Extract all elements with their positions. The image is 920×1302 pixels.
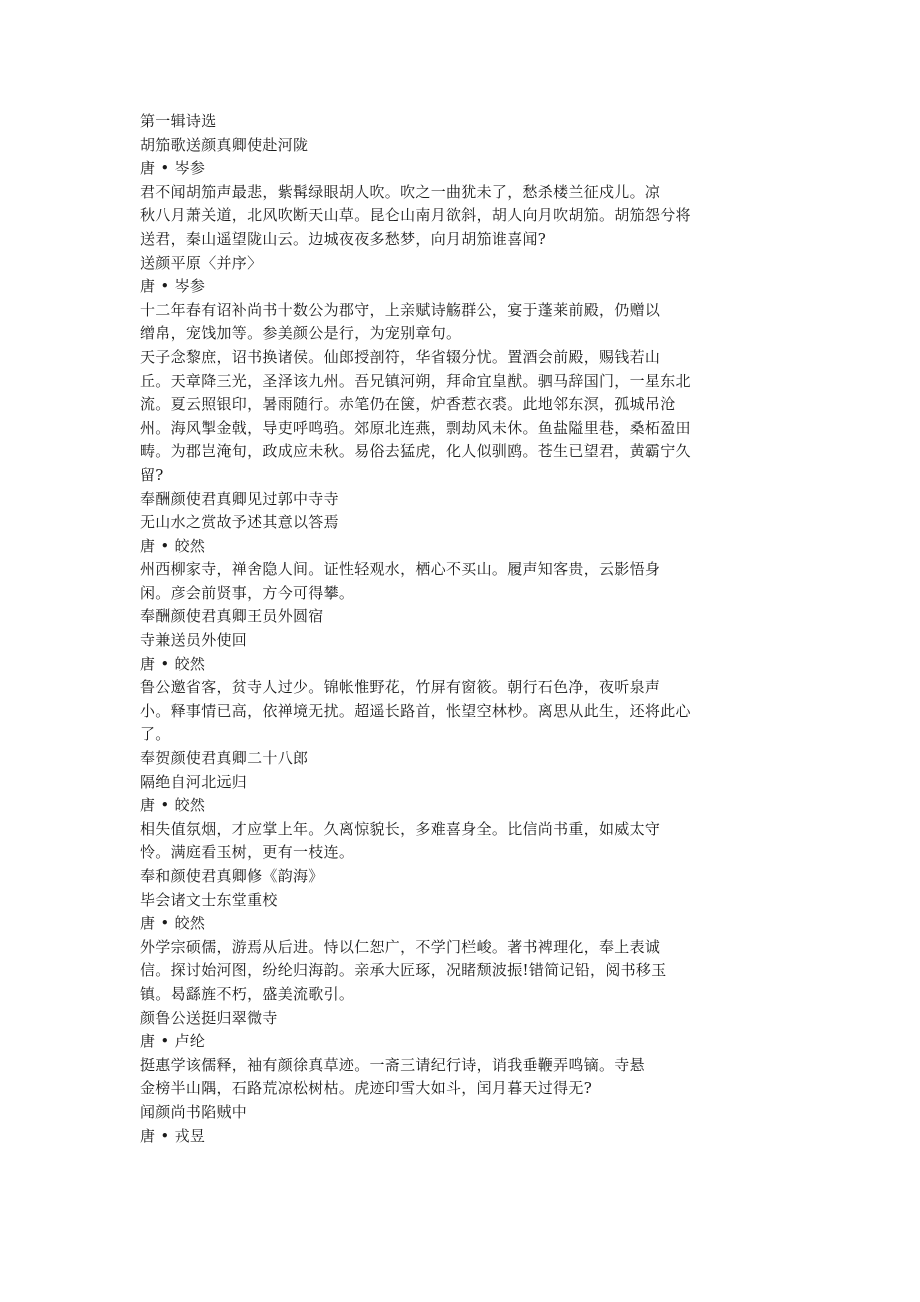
poem-author: 唐 • 皎然 (140, 536, 206, 555)
poem-author: 唐 • 皎然 (140, 654, 206, 673)
poem-author: 唐 • 皎然 (140, 914, 206, 933)
poem-author: 唐 • 卢纶 (140, 1032, 206, 1051)
section-heading: 第一辑诗选 (140, 112, 217, 130)
poem-title: 闻颜尚书陷贼中 (140, 1102, 248, 1121)
poem-text-line: 丘。天章降三光，圣泽该九州。吾兄镇河朔，拜命宜皇猷。驷马辞国门，一星东北 (140, 371, 691, 390)
poem-text-line: 流。夏云照银印，暑雨随行。赤笔仍在箧，炉香惹衣裘。此地邻东溟，孤城吊沧 (140, 395, 676, 414)
poem-text-line: 信。探讨始河图，纷纶归海韵。亲承大匠琢，况睹颓波振!错简记铅，阅书移玉 (140, 961, 667, 980)
poem-title: 毕会诸文士东堂重校 (140, 890, 278, 909)
poem-author: 唐 • 皎然 (140, 796, 206, 815)
poem-text-line: 相失值氛烟，才应掌上年。久离惊貌长，多难喜身全。比信尚书重，如威太守 (140, 819, 661, 838)
poem-title: 颜鲁公送挺归翠微寺 (140, 1008, 278, 1027)
poem-title: 奉酬颜使君真卿王员外圆宿 (140, 607, 324, 626)
poem-text-line: 州。海风掣金戟，导吏呼鸣驺。郊原北连燕，剽劫风未休。鱼盐隘里巷，桑柘盈田 (140, 418, 691, 437)
poem-text-line: 金榜半山隅，石路荒凉松树枯。虎迹印雪大如斗，闰月暮天过得无? (140, 1079, 593, 1098)
poem-text-line: 秋八月萧关道，北风吹断天山草。昆仑山南月欲斜，胡人向月吹胡笳。胡笳怨兮将 (140, 206, 691, 225)
poem-title: 奉和颜使君真卿修《韵海》 (140, 867, 324, 885)
poem-preface-line: 十二年春有诏补尚书十数公为郡守，上亲赋诗觞群公，宴于蓬莱前殿，仍赠以 (140, 300, 661, 319)
poem-text-line: 小。释事情已高，依禅境无扰。超遥长路首，怅望空林杪。离思从此生，还将此心 (140, 701, 691, 720)
poem-title: 胡笳歌送颜真卿使赴河陇 (140, 135, 309, 154)
poem-title: 奉贺颜使君真卿二十八郎 (140, 749, 309, 768)
poem-author: 唐 • 戎昱 (140, 1126, 206, 1145)
poem-text-line: 鲁公邀省客，贫寺人过少。锦帐惟野花，竹屏有窗筱。朝行石色净，夜听泉声 (140, 678, 661, 697)
poem-text-line: 挺惠学该儒释，袖有颜徐真草迹。一斋三请纪行诗，诮我垂鞭弄鸣镝。寺悬 (140, 1055, 645, 1074)
poem-author: 唐 • 岑参 (140, 159, 206, 178)
poem-text-line: 了。 (140, 725, 171, 744)
poem-text-line: 外学宗硕儒，游焉从后进。恃以仁恕广，不学门栏峻。著书裨理化，奉上表诚 (140, 937, 661, 956)
poem-text-line: 送君，秦山遥望陇山云。边城夜夜多愁梦，向月胡笳谁喜闻? (140, 229, 547, 248)
poem-text-line: 畴。为郡岂淹旬，政成应未秋。易俗去猛虎，化人似驯鸥。苍生已望君，黄霸宁久 (140, 442, 691, 461)
poem-text-line: 镇。曷繇旌不朽，盛美流歌引。 (140, 984, 355, 1003)
poem-text-line: 州西柳家寺，禅舍隐人间。证性轻观水，栖心不买山。履声知客贵，云影悟身 (140, 560, 661, 579)
poem-author: 唐 • 岑参 (140, 277, 206, 296)
poem-title: 无山水之赏故予述其意以答焉 (140, 513, 339, 532)
poem-text-line: 闲。彦会前贤事，方今可得攀。 (140, 583, 355, 602)
poem-title: 送颜平原〈并序〉 (140, 253, 263, 272)
poem-preface-line: 缯帛，宠饯加等。参美颜公是行，为宠别章句。 (140, 324, 462, 343)
poem-title: 隔绝自河北远归 (140, 772, 248, 791)
document-body (140, 110, 740, 1148)
poem-title: 寺兼送员外使回 (140, 631, 248, 650)
poem-text-line: 怜。满庭看玉树，更有一枝连。 (140, 843, 355, 862)
poem-title: 奉酬颜使君真卿见过郭中寺寺 (140, 489, 339, 508)
poem-text-line: 天子念黎庶，诏书换诸侯。仙郎授剖符，华省辍分忧。置酒会前殿，赐钱若山 (140, 347, 661, 366)
poem-text-line: 君不闻胡笳声最悲，紫髯绿眼胡人吹。吹之一曲犹未了，愁杀楼兰征戍儿。凉 (140, 182, 661, 201)
poem-text-line: 留? (140, 465, 164, 484)
